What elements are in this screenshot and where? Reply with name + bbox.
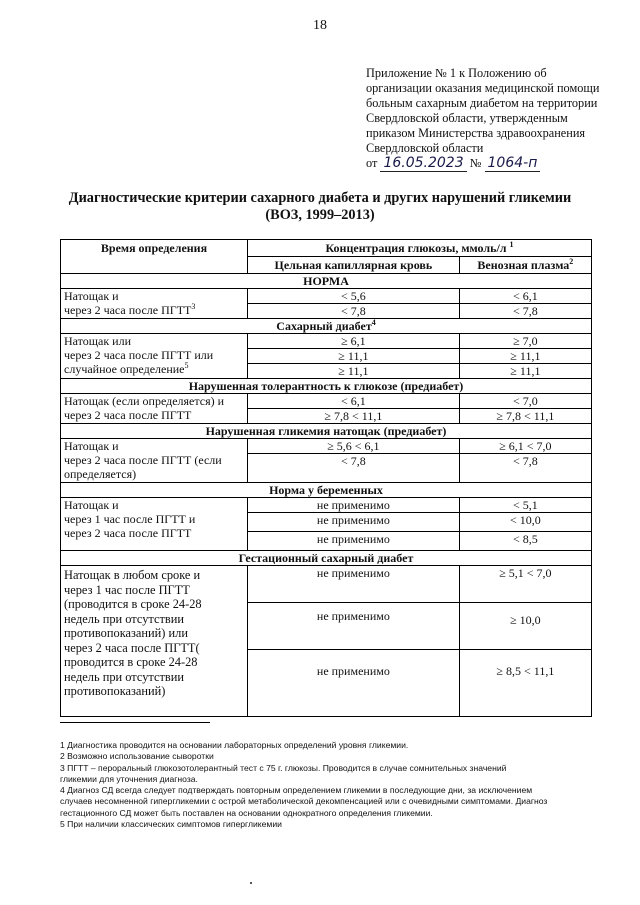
- capillary-value: < 7,8: [248, 304, 460, 319]
- criteria-table: [60, 239, 592, 717]
- table-row: [61, 439, 592, 454]
- footnote: случаев несомненной гипергликемии с острой метаболической декомпенсацией или с очевидными симптомами. Диагноз: [60, 796, 548, 807]
- capillary-value: < 6,1: [248, 394, 460, 409]
- section-heading-row: [61, 379, 592, 394]
- table-row: [61, 498, 592, 513]
- venous-value: ≥ 7,8 < 11,1: [459, 409, 591, 424]
- header-capillary: Цельная капиллярная кровь: [248, 257, 460, 274]
- section-pregnancy: Норма у беременных: [61, 483, 592, 498]
- venous-value: < 7,8: [459, 304, 591, 319]
- from-label: от: [366, 156, 378, 170]
- venous-value: ≥ 6,1 < 7,0: [459, 439, 591, 454]
- venous-value: < 8,5: [459, 532, 591, 551]
- page-number: 18: [313, 18, 327, 33]
- appendix-line: Свердловской области, утвержденным: [366, 111, 568, 125]
- capillary-value: ≥ 11,1: [248, 364, 460, 379]
- row-label: Натощак в любом сроке и через 1 час после ПГТТ (проводится в сроке 24-28 недель при отсутствии противопоказаний) или через 2 часа после ПГТТ( проводится в сроке 24-28 недель при отсутствии противопоказаний): [61, 566, 248, 717]
- section-igt: Нарушенная толерантность к глюкозе (предиабет): [61, 379, 592, 394]
- capillary-value: ≥ 6,1: [248, 334, 460, 349]
- section-norm: НОРМА: [61, 274, 592, 289]
- section-heading-row: [61, 319, 592, 334]
- capillary-value: не применимо: [248, 513, 460, 532]
- row-label: Натощак и через 2 часа после ПГТТ (если определяется): [61, 439, 248, 483]
- header-concentration: Концентрация глюкозы, ммоль/л $^1$: [248, 240, 592, 257]
- row-label: Натощак и через 2 часа после ПГТТ$^3$: [61, 289, 248, 319]
- venous-value: < 7,8: [459, 454, 591, 483]
- capillary-value: не применимо: [248, 498, 460, 513]
- row-label: Натощак или через 2 часа после ПГТТ или случайное определение$^5$: [61, 334, 248, 379]
- footnote: 4 Диагноз СД всегда следует подтверждать повторным определением гликемии в последующие дни, за исключением: [60, 785, 533, 796]
- table-header-row: [61, 240, 592, 257]
- document-title: [40, 190, 600, 224]
- footnote: 2 Возможно использование сыворотки: [60, 751, 214, 762]
- footnotes: [60, 740, 590, 830]
- table-row: [61, 566, 592, 603]
- appendix-line: больным сахарным диабетом на территории: [366, 96, 598, 110]
- venous-value: < 10,0: [459, 513, 591, 532]
- table-row: [61, 394, 592, 409]
- venous-value: < 6,1: [459, 289, 591, 304]
- capillary-value: не применимо: [248, 650, 460, 717]
- section-gdm: Гестационный сахарный диабет: [61, 551, 592, 566]
- order-date-number: [366, 155, 540, 171]
- handwritten-number: 1064-п: [485, 155, 541, 172]
- footnote: гликемии для уточнения диагноза.: [60, 773, 198, 784]
- appendix-line: Свердловской области: [366, 141, 484, 155]
- title-line: (ВОЗ, 1999–2013): [265, 207, 375, 223]
- scan-speck: [250, 882, 252, 884]
- row-label: Натощак и через 1 час после ПГТТ и через 2 часа после ПГТТ: [61, 498, 248, 551]
- venous-value: < 5,1: [459, 498, 591, 513]
- venous-value: ≥ 5,1 < 7,0: [459, 566, 591, 603]
- section-diabetes: Сахарный диабет$^4$: [61, 319, 592, 334]
- capillary-value: < 5,6: [248, 289, 460, 304]
- venous-value: ≥ 11,1: [459, 364, 591, 379]
- appendix-block: [366, 66, 616, 156]
- appendix-line: приказом Министерства здравоохранения: [366, 126, 586, 140]
- section-heading-row: [61, 551, 592, 566]
- appendix-line: Приложение № 1 к Положению об: [366, 66, 547, 80]
- venous-value: ≥ 11,1: [459, 349, 591, 364]
- capillary-value: не применимо: [248, 603, 460, 650]
- footnote-divider: [60, 722, 210, 723]
- footnote: гестационного СД может быть поставлен на основании однократного определения гликемии.: [60, 807, 433, 818]
- capillary-value: ≥ 11,1: [248, 349, 460, 364]
- venous-value: < 7,0: [459, 394, 591, 409]
- venous-value: ≥ 10,0: [459, 603, 591, 650]
- venous-value: ≥ 8,5 < 11,1: [459, 650, 591, 717]
- capillary-value: ≥ 5,6 < 6,1: [248, 439, 460, 454]
- header-time: Время определения: [61, 240, 248, 274]
- row-label: Натощак (если определяется) и через 2 часа после ПГТТ: [61, 394, 248, 424]
- section-heading-row: [61, 274, 592, 289]
- capillary-value: не применимо: [248, 532, 460, 551]
- title-line: Диагностические критерии сахарного диабета и других нарушений гликемии: [68, 190, 572, 206]
- footnote: 5 При наличии классических симптомов гипергликемии: [60, 819, 282, 830]
- capillary-value: ≥ 7,8 < 11,1: [248, 409, 460, 424]
- footnote: 3 ПГТТ – пероральный глюкозотолерантный тест с 75 г. глюкозы. Проводится в случае сомнительных значений: [60, 762, 507, 773]
- handwritten-date: 16.05.2023: [380, 155, 466, 172]
- number-label: №: [469, 156, 482, 170]
- venous-value: ≥ 7,0: [459, 334, 591, 349]
- table-row: [61, 289, 592, 304]
- footnote: 1 Диагностика проводится на основании лабораторных определений уровня гликемии.: [60, 740, 409, 750]
- table-row: [61, 334, 592, 349]
- header-venous: Венозная плазма$^2$: [459, 257, 591, 274]
- capillary-value: не применимо: [248, 566, 460, 603]
- capillary-value: < 7,8: [248, 454, 460, 483]
- section-heading-row: [61, 483, 592, 498]
- section-heading-row: [61, 424, 592, 439]
- section-ifg: Нарушенная гликемия натощак (предиабет): [61, 424, 592, 439]
- appendix-line: организации оказания медицинской помощи: [366, 81, 600, 95]
